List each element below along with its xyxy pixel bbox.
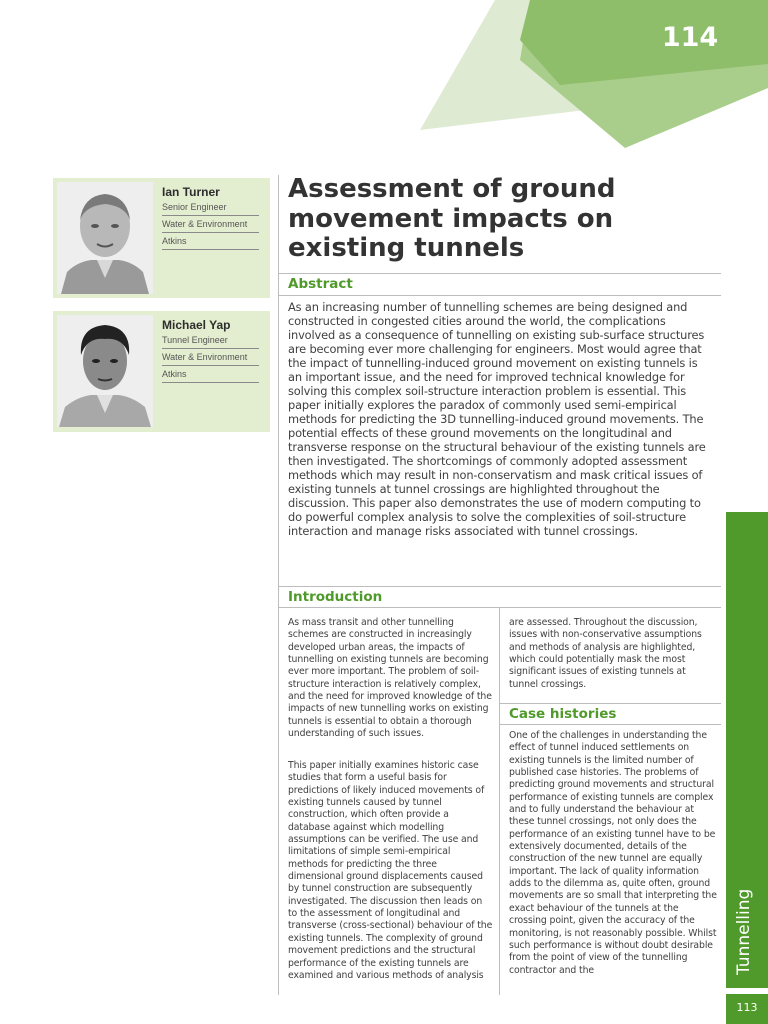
author-name: Ian Turner [162, 185, 220, 199]
author-company: Atkins [162, 369, 259, 383]
case-histories-bottom-rule [500, 724, 721, 725]
text-column-divider [499, 607, 500, 995]
author-card-ian-turner [53, 178, 270, 298]
section-tab-label: Tunnelling [734, 888, 754, 975]
author-photo [57, 315, 153, 427]
abstract-heading: Abstract [288, 276, 353, 292]
page-number: 114 [661, 22, 719, 53]
footer-page-number: 113 [726, 994, 768, 1024]
introduction-top-rule [279, 586, 721, 587]
case-histories-heading: Case histories [509, 706, 617, 722]
introduction-bottom-rule [279, 607, 721, 608]
author-company: Atkins [162, 236, 259, 250]
author-role: Senior Engineer [162, 202, 259, 216]
author-role: Tunnel Engineer [162, 335, 259, 349]
author-department: Water & Environment [162, 219, 259, 233]
introduction-paragraph: are assessed. Throughout the discussion, issues with non-conservative assumptions and methods of analysis are highlighted, which could potentially mask the most significant issues of existing tunnels at tunnel crossings. [509, 617, 702, 690]
abstract-bottom-rule [279, 295, 721, 296]
introduction-heading: Introduction [288, 589, 383, 605]
case-histories-text: One of the challenges in understanding the effect of tunnel induced settlements on existing tunnels is the limited number of published case histories. The problems of predicting ground movements and structural performance of existing tunnels are complex and to fully understand the behaviour at these tunnel crossings, not only does the performance of an existing tunnel have to be extensively documented, details of the construction of the new tunnel are equally important. The lack of quality information adds to the dilemma as, quite often, ground movements are so small that interpreting the exact behaviour of the tunnels at the crossing point, given the accuracy of the monitoring, is not reasonably possible. Whilst such performance is without doubt desirable from the point of view of the tunnelling contractor and the [509, 730, 717, 976]
article-title: Assessment of ground movement impacts on existing tunnels [288, 174, 616, 263]
author-photo [57, 182, 153, 294]
abstract-top-rule [279, 273, 721, 274]
author-name: Michael Yap [162, 318, 231, 332]
author-card-michael-yap [53, 311, 270, 432]
column-divider [278, 175, 279, 995]
abstract-text: As an increasing number of tunnelling schemes are being designed and constructed in congested cities around the world, the complications involved as a consequence of tunnelling on existing sub-surface structures are becoming ever more challenging for engineers. Most would agree that the impact of tunnelling-induced ground movement on existing tunnels is an important issue, and the need for improved technical knowledge for solving this complex soil-structure interaction problem is essential. This paper initially explores the paradox of commonly used semi-empirical methods for predicting the 3D tunnelling-induced ground movements. The potential effects of these ground movements on the longitudinal and transverse response on the structural behaviour of the existing tunnels are then investigated. The shortcomings of commonly adopted assessment methods which may result in non-conservatism and mask critical issues of existing tunnels at tunnel crossings are highlighted throughout the discussion. This paper also demonstrates the use of modern computing to do powerful complex analysis to solve the complexities of soil-structure interaction and manage risks associated with tunnel crossings. [288, 300, 706, 538]
introduction-paragraph: This paper initially examines historic case studies that form a useful basis for predictions of likely induced movements of existing tunnels caused by tunnel construction, which often provide a database against which modelling assumptions can be verified. The use and limitations of simple semi-empirical methods for predicting the three dimensional ground displacements caused by tunnel construction are subsequently investigated. The discussion then leads on to the assessment of longitudinal and transverse (cross-sectional) behaviour of the existing tunnels. The complexity of ground movement predictions and the structural performance of the existing tunnels are examined and various methods of analysis [288, 760, 493, 981]
case-histories-top-rule [500, 703, 721, 704]
author-department: Water & Environment [162, 352, 259, 366]
introduction-paragraph: As mass transit and other tunnelling schemes are constructed in increasingly developed urban areas, the impacts of tunnelling on existing tunnels are becoming ever more important. The problem of soil-structure interaction is relatively complex, and the need for improved knowledge of the impacts of new tunnelling works on existing tunnels is essential to obtain a thorough understanding of such issues. [288, 617, 492, 740]
